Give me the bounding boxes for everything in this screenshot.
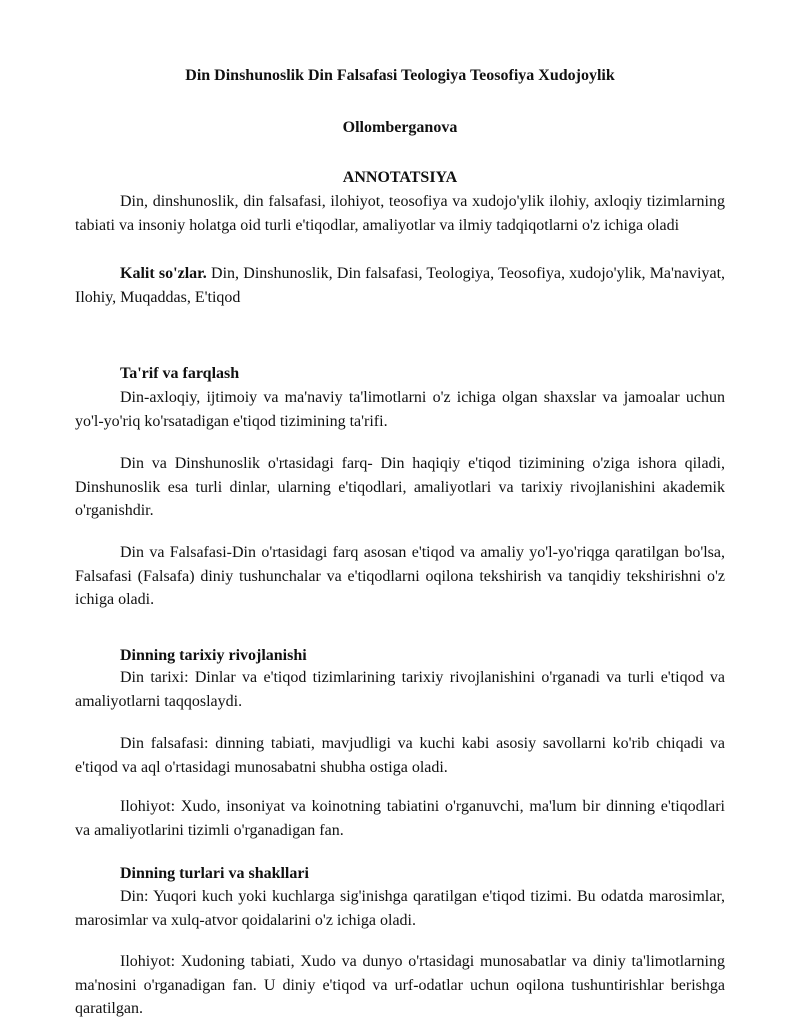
section-paragraph: Din va Dinshunoslik o'rtasidagi farq- Din haqiqiy e'tiqod tizimining o'ziga ishora qiladi, Dinshunoslik esa turli dinlar, ularning e'tiqodlari, amaliyotlari va tarixiy rivojlanishini akademik o'rganishdir. (75, 455, 725, 519)
section-paragraph: Ilohiyot: Xudo, insoniyat va koinotning tabiatini o'rganuvchi, ma'lum bir dinning e'tiqodlari va amaliyotlarini tizimli o'rganadigan fan. (75, 798, 725, 839)
document-title: Din Dinshunoslik Din Falsafasi Teologiya Teosofiya Xudojoylik (185, 67, 615, 84)
author-name: Ollomberganova (342, 119, 458, 136)
section-paragraph: Din falsafasi: dinning tabiati, mavjudligi va kuchi kabi asosiy savollarni ko'rib chiqadi va e'tiqod va aql o'rtasidagi munosabatni shubha ostiga oladi. (75, 735, 725, 776)
section-paragraph: Din: Yuqori kuch yoki kuchlarga sig'inishga qaratilgan e'tiqod tizimi. Bu odatda marosimlar, marosimlar va xulq-atvor qoidalarini o'z ichiga oladi. (75, 888, 725, 929)
keywords-paragraph (75, 262, 725, 309)
section-paragraph: Ilohiyot: Xudoning tabiati, Xudo va dunyo o'rtasidagi munosabatlar va diniy ta'limotlarning ma'nosini o'rganadigan fan. U diniy e'tiqod va urf-odatlar uchun oqilona tushuntirishlar berishga qaratilgan. (75, 953, 725, 1017)
section-paragraph: Din va Falsafasi-Din o'rtasidagi farq asosan e'tiqod va amaliy yo'l-yo'riqga qaratilgan bo'lsa, Falsafasi (Falsafa) diniy tushunchalar va e'tiqodlarni oqilona tekshirish va tanqidiy tekshirishni o'z ichiga oladi. (75, 544, 725, 608)
annotation-heading: ANNOTATSIYA (342, 169, 458, 186)
section-heading-history: Dinning tarixiy rivojlanishi (120, 647, 307, 664)
section-heading-types: Dinning turlari va shakllari (120, 865, 309, 882)
keywords-text: Din, Dinshunoslik, Din falsafasi, Teologiya, Teosofiya, xudojo'ylik, Ma'naviyat, Ilohiy, Muqaddas, E'tiqod (75, 265, 726, 306)
section-heading-definition: Ta'rif va farqlash (120, 365, 240, 382)
annotation-text: Din, dinshunoslik, din falsafasi, ilohiyot, teosofiya va xudojo'ylik ilohiy, axloqiy tizimlarning tabiati va insoniy holatga oid turli e'tiqodlar, amaliyotlar va ilmiy tadqiqotlarni o'z ichiga oladi (75, 193, 725, 234)
section-paragraph: Din tarixi: Dinlar va e'tiqod tizimlarining tarixiy rivojlanishini o'rganadi va turli e'tiqod va amaliyotlarni taqqoslaydi. (75, 669, 725, 710)
section-paragraph: Din-axloqiy, ijtimoiy va ma'naviy ta'limotlarni o'z ichiga olgan shaxslar va jamoalar uchun yo'l-yo'riq ko'rsatadigan e'tiqod tizimining ta'rifi. (75, 389, 725, 430)
keywords-label: Kalit so'zlar. (120, 265, 207, 282)
